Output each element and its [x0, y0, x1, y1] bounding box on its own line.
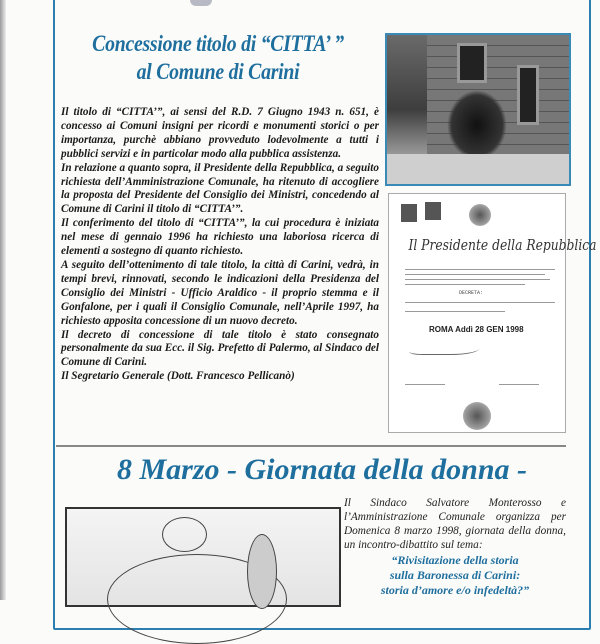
- palm-tree: [447, 90, 507, 160]
- window: [517, 65, 539, 125]
- sketch-stroke: [162, 517, 207, 552]
- decree-date: ROMA Addì 28 GEN 1998: [429, 325, 524, 334]
- handwritten-signature: [409, 339, 479, 355]
- paragraph: Il titolo di “CITTA’”, ai sensi del R.D. 7 Giugno 1943 n. 651, è concesso ai Comuni insigni per ricordi e monumenti storici o per importanza, purchè abbiano provveduto lodevolmente a tutti i pubblici servizi e in particolar modo alla pubblica assistenza.: [61, 106, 379, 160]
- window: [457, 43, 487, 83]
- article-title: [80, 30, 355, 86]
- section-divider: [56, 445, 566, 447]
- stamp-icon: [401, 204, 417, 222]
- decree-document-image: [388, 193, 597, 433]
- paragraph: A seguito dell’ottenimento di tale titolo, la città di Carini, vedrà, in tempi brevi, rinnovati, secondo le indicazioni della Presidenza del Consiglio dei Ministri - Ufficio Araldico - il proprio stemma e il Gonfalone, per i quali il Consiglio Comunale, nell’Aprile 1997, ha richiesto apposita concessione di un nuovo decreto.: [61, 258, 379, 327]
- title-line-2: al Comune di Carini: [136, 59, 300, 84]
- text-line: [405, 384, 445, 385]
- section-title: 8 Marzo - Giornata della donna -: [116, 453, 528, 486]
- paragraph: In relazione a quanto sopra, il Presidente della Repubblica, a seguito richiesta dell’Amministrazione Comunale, ha ritenuto di accogliere la proposta del Presidente del Consiglio dei Ministri, concedendo al Comune di Carini il titolo di “CITTA’”.: [61, 161, 379, 216]
- street: [387, 154, 569, 184]
- theme-line: “Rivisitazione della storia: [391, 553, 519, 567]
- text-line: [405, 269, 555, 270]
- title-line-1: Concessione titolo di “CITTA’ ”: [92, 31, 344, 56]
- text-line: [405, 284, 525, 285]
- baroness-illustration: [65, 507, 341, 607]
- sketch-stroke: [247, 534, 277, 609]
- event-theme: [350, 553, 560, 598]
- text-line: [499, 384, 539, 385]
- official-seal-icon: [463, 402, 491, 430]
- scan-edge: [0, 0, 6, 600]
- theme-line: sulla Baronessa di Carini:: [389, 568, 521, 582]
- text-line: [405, 279, 550, 280]
- theme-line: storia d’amore e/o infedeltà?”: [380, 583, 530, 597]
- town-hall-photo: [385, 33, 571, 186]
- stamp-icon: [425, 202, 441, 220]
- article-body: [61, 106, 379, 384]
- signature-line: Il Segretario Generale (Dott. Francesco Pellicanò): [61, 370, 295, 383]
- text-line: [405, 302, 555, 303]
- paragraph: Il decreto di concessione di tale titolo è stato consegnato personalmente da sua Ecc. il Sig. Prefetto di Palermo, al Sindaco del Comune di Carini.: [61, 328, 379, 369]
- text-line: [405, 274, 545, 275]
- event-description: Il Sindaco Salvatore Monterosso e l’Amministrazione Comunale organizza per Domenica 8 marzo 1998, giornata della donna, un incontro-dibattito sul tema:: [344, 497, 566, 551]
- republic-emblem-icon: [469, 204, 491, 226]
- text-line: [405, 311, 505, 312]
- decree-heading: Il Presidente della Repubblica: [408, 236, 597, 254]
- emblem-icon: [190, 0, 212, 6]
- paragraph: Il conferimento del titolo di “CITTA’”, la cui procedura è iniziata nel mese di gennaio 1996 ha richiesto una laboriosa ricerca di elementi a sostegno di quanto richiesto.: [61, 217, 379, 258]
- decreta-label: DECRETA:: [459, 290, 484, 296]
